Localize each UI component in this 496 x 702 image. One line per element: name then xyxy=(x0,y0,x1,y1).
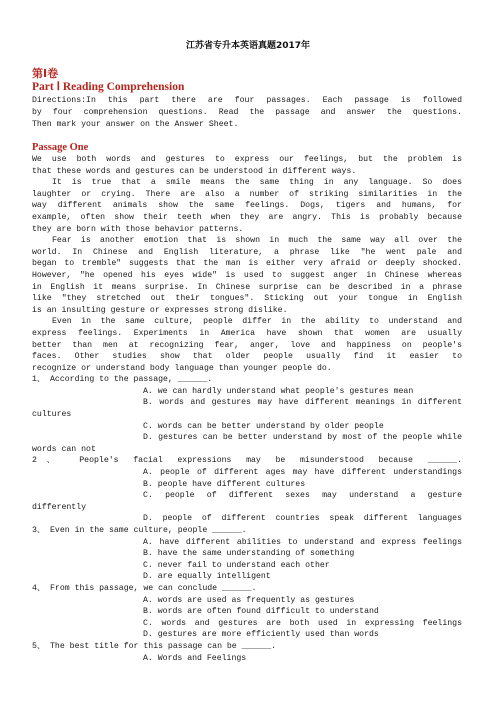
option-line: A. we can hardly understand what people's gestures mean xyxy=(143,386,414,396)
paragraph xyxy=(32,316,462,374)
volume-heading: 第Ⅰ卷 xyxy=(32,67,59,80)
answer-option-d[interactable] xyxy=(32,571,462,583)
question-stem: 4、 From this passage, we can conclude ______. xyxy=(32,583,257,593)
option-line: differently xyxy=(32,502,87,512)
passage-line: way different animals show the same feelings. Dogs, tigers and humans, for xyxy=(32,201,462,211)
directions xyxy=(32,95,462,131)
answer-option-a[interactable] xyxy=(32,595,462,607)
passage-line: began to tremble" suggests that the man is either very afraid or deeply shocked. xyxy=(32,259,462,269)
question-stem: 2、 People's facial expressions may be misunderstood because ______. xyxy=(32,456,462,466)
paragraph xyxy=(32,235,462,316)
option-line: C. never fail to understand each other xyxy=(143,560,330,570)
answer-option-a[interactable] xyxy=(32,537,462,549)
passage-line: example, often show their teeth when they are angry. This is probably because xyxy=(32,212,462,222)
option-line: B. people have different cultures xyxy=(143,479,306,489)
answer-option-c[interactable] xyxy=(32,490,462,513)
answer-option-c[interactable] xyxy=(32,421,462,433)
passage-line: world. In Chinese and English literature, a phrase like "he went pale and xyxy=(32,247,462,257)
option-line: A. people of different ages may have different understandings xyxy=(143,468,462,478)
answer-option-b[interactable] xyxy=(32,397,462,420)
option-line: A. Words and Feelings xyxy=(143,653,247,663)
passage-line: they are born with those behavior patterns. xyxy=(32,224,244,234)
passage-line: laughter or crying. There are also a number of striking similarities in the xyxy=(32,189,462,199)
option-line: words can not xyxy=(32,444,96,454)
question-2 xyxy=(32,455,462,525)
passage-line: is an insulting gesture or expresses strong dislike. xyxy=(32,305,288,315)
option-line: cultures xyxy=(32,410,72,420)
passage-line: It is true that a smile means the same thing in any language. So does xyxy=(52,178,462,188)
passage-line: However, "he opened his eyes wide" is used to suggest anger in Chinese whereas xyxy=(32,270,462,280)
question-stem: 1、 According to the passage, ______. xyxy=(32,375,213,385)
answer-option-a[interactable] xyxy=(32,386,462,398)
option-line: A. words are used as frequently as gestures xyxy=(143,595,355,605)
directions-line: Directions:In this part there are four passages. Each passage is followed xyxy=(32,96,462,105)
option-line: D. are equally intelligent xyxy=(143,572,271,582)
question-1 xyxy=(32,374,462,455)
option-line: D. gestures can be better understand by most of the people while xyxy=(143,433,462,443)
passage-title: Passage One xyxy=(32,142,89,153)
option-line: D. people of different countries speak different languages xyxy=(143,514,462,524)
option-line: C. words and gestures are both used in expressing feelings xyxy=(143,618,462,628)
option-line: C. people of different sexes may understand a gesture xyxy=(143,491,462,501)
question-stem: 3、 Even in the same culture, people ______. xyxy=(32,526,247,535)
question-3 xyxy=(32,525,462,583)
passage-line: in English it means surprise. In Chinese surprise can be described in a phrase xyxy=(32,282,462,292)
document-title: 江苏省专升本英语真题2017年 xyxy=(185,41,311,51)
question-5 xyxy=(32,641,462,664)
paragraph xyxy=(32,154,462,177)
passage-line: We use both words and gestures to express our feelings, but the problem is xyxy=(32,155,462,164)
option-line: D. gestures are more efficiently used than words xyxy=(143,630,379,640)
answer-option-d[interactable] xyxy=(32,629,462,641)
passage-line: that these words and gestures can be understood in different ways. xyxy=(32,166,357,176)
answer-option-d[interactable] xyxy=(32,432,462,455)
passage-line: Even in the same culture, people differ in the ability to understand and xyxy=(52,317,462,327)
passage-body xyxy=(32,154,462,664)
answer-option-a[interactable] xyxy=(32,653,462,665)
passage-line: faces. Other studies show that older people usually find it easier to xyxy=(32,352,462,362)
directions-line: by four comprehension questions. Read the passage and answer the questions. xyxy=(32,108,462,117)
passage-line: Fear is another emotion that is shown in much the same way all over the xyxy=(52,236,462,246)
passage-line: better than men at recognizing fear, anger, love and happiness on people's xyxy=(32,340,462,350)
answer-option-c[interactable] xyxy=(32,560,462,572)
passage-line: express feelings. Experiments in America have shown that women are usually xyxy=(32,328,462,338)
answer-option-a[interactable] xyxy=(32,467,462,479)
answer-option-b[interactable] xyxy=(32,479,462,491)
option-line: A. have different abilities to understand and express feelings xyxy=(143,537,462,547)
answer-option-c[interactable] xyxy=(32,618,462,630)
paragraph xyxy=(32,177,462,235)
passage-line: recognize or understand body language than younger people do. xyxy=(32,363,332,373)
part-heading: Part Ⅰ Reading Comprehension xyxy=(32,81,185,93)
answer-option-b[interactable] xyxy=(32,606,462,618)
directions-line: Then mark your answer on the Answer Sheet. xyxy=(32,120,239,129)
answer-option-b[interactable] xyxy=(32,548,462,560)
question-stem: 5、 The best title for this passage can be ______. xyxy=(32,641,277,651)
option-line: C. words can be better understand by older people xyxy=(143,421,384,431)
answer-option-d[interactable] xyxy=(32,513,462,525)
option-line: B. have the same understanding of something xyxy=(143,549,355,559)
option-line: B. words and gestures may have different meanings in different xyxy=(143,398,462,408)
option-line: B. words are often found difficult to understand xyxy=(143,607,379,617)
question-4 xyxy=(32,583,462,641)
passage-line: like "they stretched out their tongues". Sticking out your tongue in English xyxy=(32,294,462,304)
